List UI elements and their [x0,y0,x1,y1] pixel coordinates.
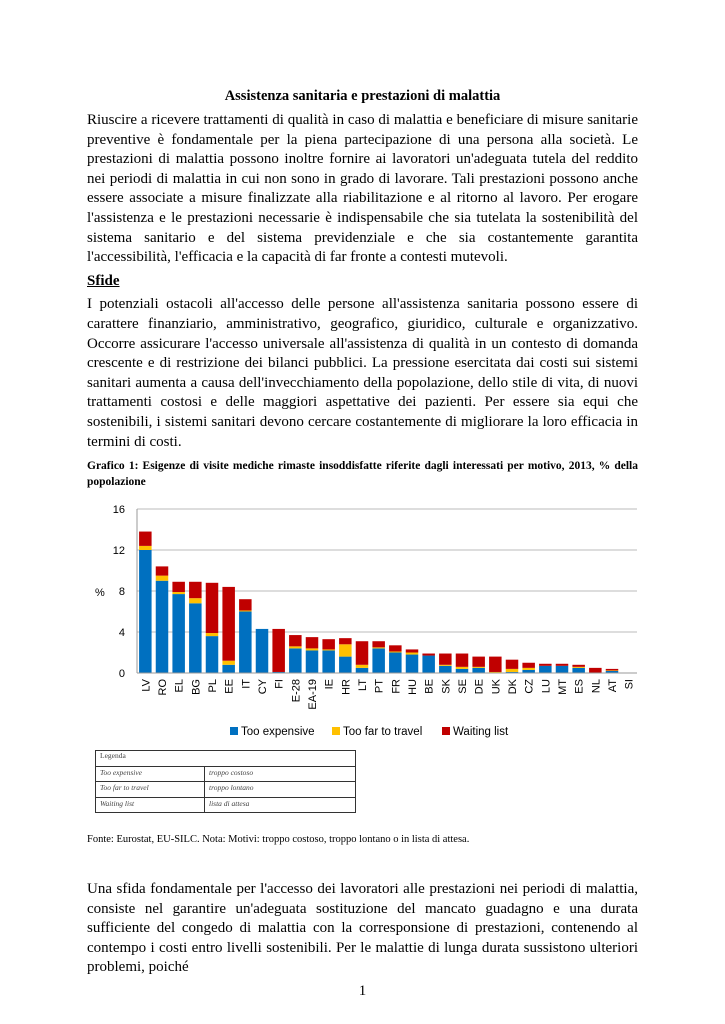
x-tick-label: SE [457,679,469,694]
bar-segment-waiting-list [172,582,185,592]
bar-segment-waiting-list [339,638,352,644]
bar-segment-too-expensive [406,655,419,673]
bar-segment-waiting-list [506,660,519,669]
bar-segment-too-far-to-travel [222,661,235,665]
legend-table-header: Legenda [100,751,126,761]
bar-segment-too-far-to-travel [572,667,585,668]
x-tick-label: DE [473,679,486,695]
bar-segment-waiting-list [206,583,219,633]
bar-segment-too-expensive [439,666,452,673]
page-number: 1 [358,983,367,1000]
x-tick-label: EA-19 [307,679,319,710]
bar-segment-too-expensive [339,657,352,673]
bar-segment-too-expensive [256,629,269,673]
bar-segment-too-far-to-travel [322,650,335,651]
x-tick-label: IT [240,679,253,689]
x-tick-label: E-28 [290,679,303,703]
bar-segment-too-far-to-travel [156,576,169,581]
bar-segment-too-far-to-travel [189,598,202,603]
legend-swatch [332,727,340,735]
y-axis-label: % [95,587,105,600]
stacked-bar-chart [80,494,660,746]
bar-segment-too-expensive [206,636,219,673]
x-tick-label: IE [323,679,336,690]
bar-segment-too-far-to-travel [289,646,302,648]
bar-segment-too-far-to-travel [356,665,369,668]
bar-segment-waiting-list [156,566,169,575]
x-tick-label: PT [373,679,386,694]
legend-term: Too expensive [96,767,205,782]
bar-segment-too-expensive [372,648,385,673]
legend-table-row [96,797,355,813]
bar-segment-too-expensive [539,666,552,673]
y-tick-label: 0 [118,668,125,681]
x-tick-label: CZ [523,679,536,694]
bar-segment-too-far-to-travel [472,667,485,668]
bar-segment-too-expensive [456,669,469,673]
bar-segment-waiting-list [222,587,235,661]
bar-segment-too-expensive [422,656,435,673]
legend-table-row [96,766,355,782]
heading-sfide: Sfide [87,272,120,289]
bar-segment-too-expensive [322,651,335,674]
bar-segment-waiting-list [589,668,602,673]
y-tick-label: 16 [112,504,125,517]
bar-segment-too-expensive [172,594,185,673]
legend-table [95,750,356,813]
bar-segment-waiting-list [372,641,385,647]
bar-segment-too-far-to-travel [522,668,535,670]
bar-segment-too-far-to-travel [389,652,402,653]
legend-swatch [230,727,238,735]
x-tick-label: RO [157,679,169,696]
bar-segment-too-expensive [222,665,235,673]
x-tick-label: SI [623,679,636,690]
bar-segment-waiting-list [306,637,319,648]
bar-segment-too-far-to-travel [339,644,352,656]
bar-segment-too-expensive [389,653,402,674]
bar-segment-too-expensive [306,651,319,674]
bar-segment-waiting-list [606,669,619,671]
bar-segment-too-far-to-travel [506,669,519,672]
bar-segment-too-far-to-travel [172,592,185,594]
bar-segment-waiting-list [539,664,552,666]
x-tick-label: FI [273,679,286,689]
x-tick-label: LU [540,679,553,694]
x-tick-label: SK [440,679,453,694]
source-note: Fonte: Eurostat, EU-SILC. Nota: Motivi: troppo costoso, troppo lontano o in lista di attesa. [87,834,470,846]
legend-translation: lista di attesa [209,798,250,808]
x-tick-label: FR [390,679,403,694]
legend-label: Too far to travel [343,726,423,739]
y-tick-label: 12 [112,545,125,558]
bar-segment-waiting-list [522,663,535,668]
x-tick-label: ES [573,679,586,694]
x-tick-label: UK [490,679,503,695]
bar-segment-too-expensive [139,550,152,673]
paragraph-challenges: I potenziali ostacoli all'accesso delle persone all'assistenza sanitaria possono essere di carattere finanziario, amministrativo, geografico, giuridico, culturale e organizzativo. Occorre assicurare l'accesso universale all'assistenza di qualità in un contesto di domanda crescente e di restrizione dei bilanci pubblici. La pressione esercitata dai costi sui sistemi sanitari aumenta a causa dell'invecchiamento della popolazione, dello stile di vita, di nuovi trattamenti costosi e delle maggiori aspettative dei pazienti. Per essere sia equi che sostenibili, i sistemi sanitari devono cercare costantemente di migliorare la loro efficacia in termini di costi. [87,296,638,450]
x-tick-label: BE [423,679,436,694]
bar-segment-waiting-list [272,629,285,672]
bar-segment-waiting-list [489,657,502,672]
x-tick-label: EE [223,679,236,694]
x-tick-label: DK [507,679,519,695]
bar-segment-waiting-list [456,654,469,667]
bar-segment-too-expensive [556,666,569,673]
bar-segment-too-expensive [356,668,369,673]
bar-segment-too-expensive [572,668,585,673]
bar-segment-waiting-list [472,657,485,667]
bar-segment-waiting-list [422,654,435,656]
bar-segment-too-far-to-travel [306,648,319,650]
bar-segment-waiting-list [239,599,252,610]
bar-segment-too-far-to-travel [406,653,419,655]
bar-segment-waiting-list [406,650,419,653]
legend-translation: troppo lontano [209,783,254,793]
legend-translation: troppo costoso [209,767,254,777]
y-tick-label: 4 [118,627,125,640]
bar-segment-too-far-to-travel [239,611,252,612]
bar-segment-waiting-list [139,532,152,546]
x-tick-label: LV [140,679,153,692]
bar-segment-too-expensive [472,668,485,673]
bar-segment-too-expensive [156,581,169,673]
bar-segment-waiting-list [439,654,452,665]
x-tick-label: HR [340,679,353,695]
bar-segment-too-expensive [239,612,252,674]
x-tick-label: HU [407,679,419,695]
bar-segment-too-expensive [289,648,302,673]
x-tick-label: PL [207,679,219,693]
x-tick-label: NL [590,679,603,694]
bar-segment-waiting-list [356,641,369,665]
x-tick-label: EL [173,679,186,693]
bar-segment-too-expensive [189,603,202,673]
legend-term: Too far to travel [96,782,205,797]
paragraph-intro: Riuscire a ricevere trattamenti di qualità in caso di malattia e beneficiare di misure sanitarie preventive è fondamentale per la piena partecipazione di una persona alla società. Le prestazioni di malattia possono inoltre fornire ai lavoratori un'adeguata tutela del reddito nei periodi di malattia in cui non sono in grado di lavorare. Tali prestazioni possono anche essere associate a misure finalizzate alla riabilitazione e al ritorno al lavoro. Per erogare l'assistenza e le prestazioni necessarie è indispensabile che sia tutelata la sostenibilità del sistema sanitario e del sistema previdenziale e che sia costantemente garantita l'accessibilità, l'efficacia e la capacità di far fronte a contesti mutevoli. [87,112,638,266]
bar-segment-too-far-to-travel [606,671,619,672]
bar-segment-too-far-to-travel [372,647,385,648]
legend-label: Waiting list [453,726,509,739]
bar-segment-too-far-to-travel [456,667,469,669]
x-tick-label: BG [190,679,203,695]
x-tick-label: MT [557,679,569,695]
section-title: Assistenza sanitaria e prestazioni di malattia [224,88,501,104]
legend-term: Waiting list [96,798,205,813]
bar-segment-too-far-to-travel [206,633,219,636]
bar-segment-waiting-list [556,664,569,666]
y-tick-label: 8 [118,586,125,599]
bar-segment-waiting-list [189,582,202,598]
x-tick-label: CY [257,679,269,695]
bar-segment-too-far-to-travel [439,665,452,666]
bar-segment-waiting-list [322,639,335,649]
chart-caption: Grafico 1: Esigenze di visite mediche rimaste insoddisfatte riferite dagli interessati per motivo, 2013, % della popolazione [87,460,638,489]
legend-label: Too expensive [241,726,315,739]
bar-segment-waiting-list [289,635,302,646]
bar-segment-too-far-to-travel [139,546,152,550]
x-tick-label: LT [357,679,369,692]
bar-segment-waiting-list [572,665,585,667]
legend-table-row [96,781,355,797]
paragraph-sickness-benefits: Una sfida fondamentale per l'accesso dei lavoratori alle prestazioni nei periodi di malattia, consiste nel garantire un'adeguata sostituzione del mancato guadagno e una durata sufficiente del congedo di malattia con la corresponsione di prestazioni, contenendo al contempo i costi entro livelli sostenibili. Per le malattie di lunga durata sussistono ulteriori problemi, poiché [87,881,638,976]
legend-swatch [442,727,450,735]
x-tick-label: AT [607,679,619,693]
bar-segment-waiting-list [389,645,402,651]
